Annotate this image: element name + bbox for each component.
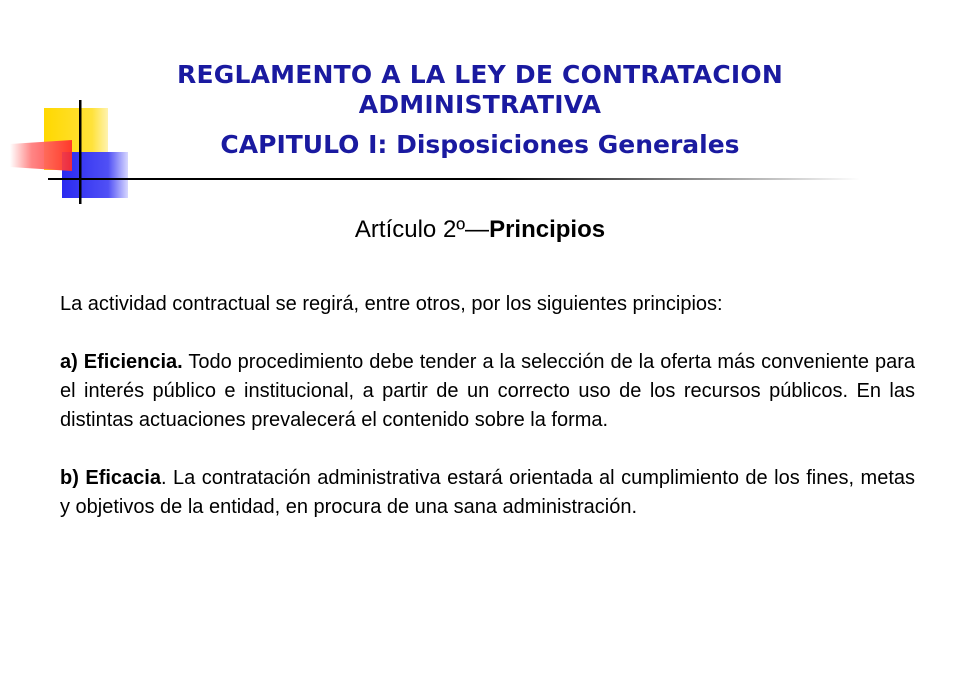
principle-paragraph-a (60, 348, 915, 435)
article-prefix: Artículo 2º— (354, 216, 490, 243)
article-name: Principios (489, 216, 606, 243)
intro-paragraph: La actividad contractual se regirá, entre otros, por los siguientes principios: (60, 293, 723, 315)
principle-term-b: b) Eficacia (60, 467, 161, 489)
principle-text-b: . La contratación administrativa estará orientada al cumplimiento de los fines, metas y objetivos de la entidad, en procura de una sana administración. (60, 467, 915, 518)
title-line-1: REGLAMENTO A LA LEY DE CONTRATACION (177, 60, 783, 89)
principle-text-a: Todo procedimiento debe tender a la selección de la oferta más conveniente para el interés público e institucional, a partir de un correcto uso de los recursos públicos. En las distintas actuaciones prevalecerá el contenido sobre la forma. (60, 351, 915, 431)
title-block (0, 60, 960, 160)
article-body (60, 290, 915, 522)
horizontal-rule (48, 178, 860, 180)
chapter-subtitle: CAPITULO I: Disposiciones Generales (220, 130, 740, 159)
article-heading (0, 214, 960, 246)
title-line-2: ADMINISTRATIVA (358, 90, 602, 119)
principle-paragraph-b (60, 464, 915, 522)
principle-term-a: a) Eficiencia. (60, 351, 183, 373)
